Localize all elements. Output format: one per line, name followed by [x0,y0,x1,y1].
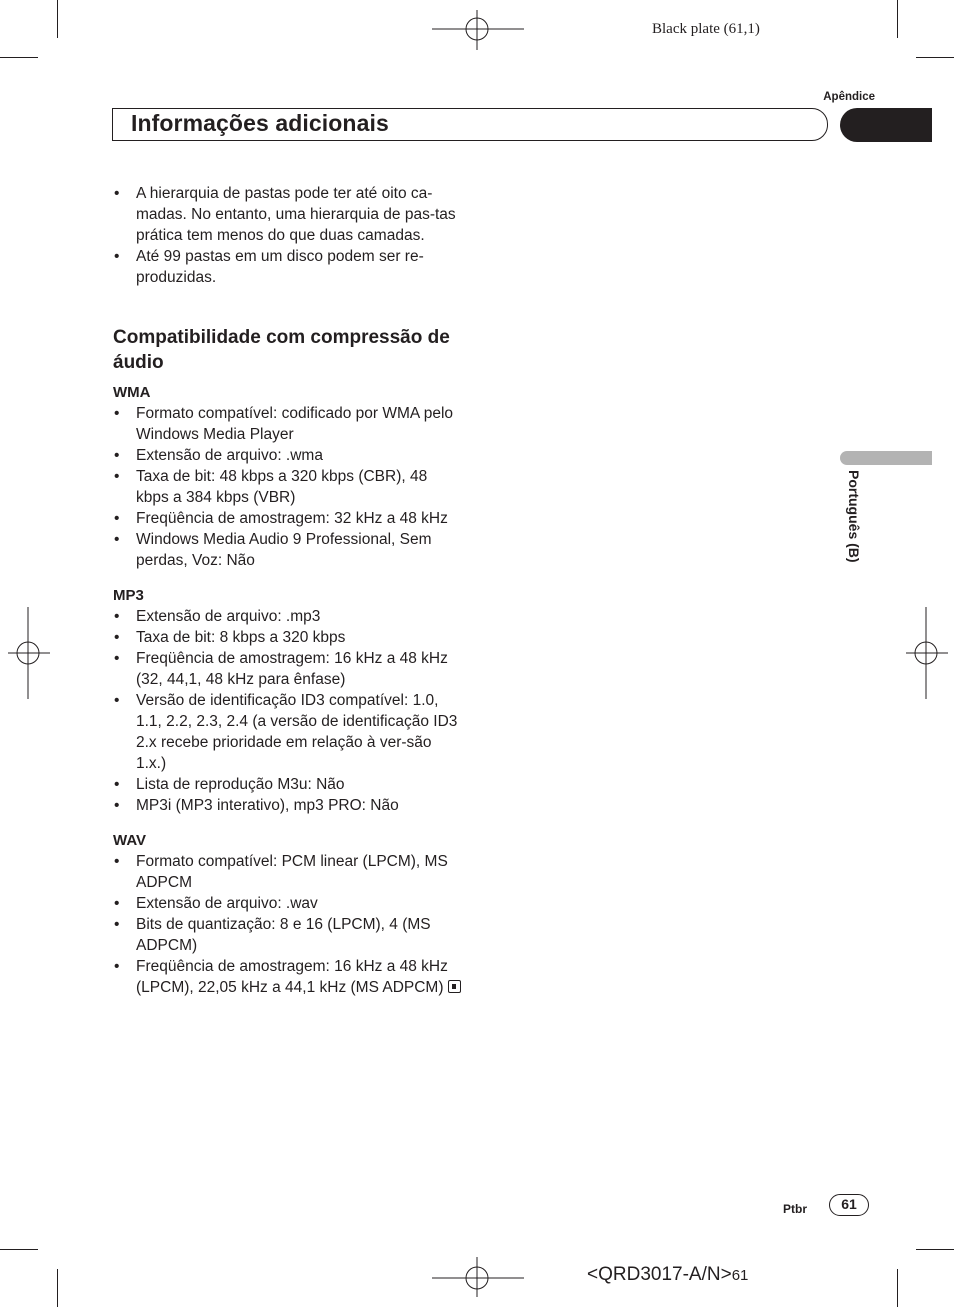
list-item: • Formato compatível: PCM linear (LPCM), MS ADPCM [113,851,463,893]
list-item: • Formato compatível: codificado por WMA pelo Windows Media Player [113,403,463,445]
list-item: • Lista de reprodução M3u: Não [113,774,463,795]
page-title-box [112,108,828,141]
plate-label: Black plate (61,1) [652,21,760,37]
page-number: 61 [829,1194,869,1216]
mp3-heading: MP3 [113,587,144,604]
crop-mark [0,1249,38,1250]
registration-mark-icon [8,607,50,699]
list-item: • A hierarquia de pastas pode ter até oito ca-madas. No entanto, uma hierarquia de pas-tas prática tem menos do que duas camadas. [113,183,463,246]
crop-mark [57,1269,58,1307]
crop-mark [916,57,954,58]
list-item-text: Freqüência de amostragem: 16 kHz a 48 kHz (LPCM), 22,05 kHz a 44,1 kHz (MS ADPCM) [136,958,448,996]
end-of-section-icon [448,980,461,993]
wma-heading: WMA [113,384,151,401]
list-item: • Bits de quantização: 8 e 16 (LPCM), 4 (MS ADPCM) [113,914,463,956]
model-code-text: <QRD3017-A/N> [587,1264,732,1285]
main-content [113,183,463,998]
registration-mark-icon [432,10,524,50]
list-item: • Extensão de arquivo: .mp3 [113,606,463,627]
crop-mark [897,0,898,38]
list-item: • Freqüência de amostragem: 16 kHz a 48 kHz (32, 44,1, 48 kHz para ênfase) [113,648,463,690]
crop-mark [897,1269,898,1307]
intro-list [113,183,463,288]
mp3-list [113,606,463,816]
list-item: • Taxa de bit: 48 kbps a 320 kbps (CBR), 48 kbps a 384 kbps (VBR) [113,466,463,508]
list-item [113,956,463,998]
language-code: Ptbr [783,1202,807,1216]
list-item: • Extensão de arquivo: .wav [113,893,463,914]
page-title: Informações adicionais [131,110,389,136]
wma-list [113,403,463,571]
list-item: • Até 99 pastas em um disco podem ser re-produzidas. [113,246,463,288]
language-tab [840,451,932,465]
crop-mark [57,0,58,38]
model-code [587,1264,748,1286]
section-heading: Compatibilidade com compressão de áudio [113,327,450,373]
wav-heading: WAV [113,832,147,849]
registration-mark-icon [906,607,948,699]
crop-mark [916,1249,954,1250]
list-item: • Freqüência de amostragem: 32 kHz a 48 kHz [113,508,463,529]
model-page: 61 [731,1267,749,1284]
section-label: Apêndice [823,91,875,103]
crop-mark [0,57,38,58]
list-item: • Extensão de arquivo: .wma [113,445,463,466]
list-item: • MP3i (MP3 interativo), mp3 PRO: Não [113,795,463,816]
wav-list [113,851,463,998]
section-tab [840,108,932,142]
registration-mark-icon [432,1257,524,1297]
list-item: • Versão de identificação ID3 compatível: 1.0, 1.1, 2.2, 2.3, 2.4 (a versão de identificação ID3 2.x recebe prioridade em relação à ver-são 1.x.) [113,690,463,774]
list-item: • Taxa de bit: 8 kbps a 320 kbps [113,627,463,648]
side-language-label: Português (B) [846,470,862,563]
list-item: • Windows Media Audio 9 Professional, Sem perdas, Voz: Não [113,529,463,571]
